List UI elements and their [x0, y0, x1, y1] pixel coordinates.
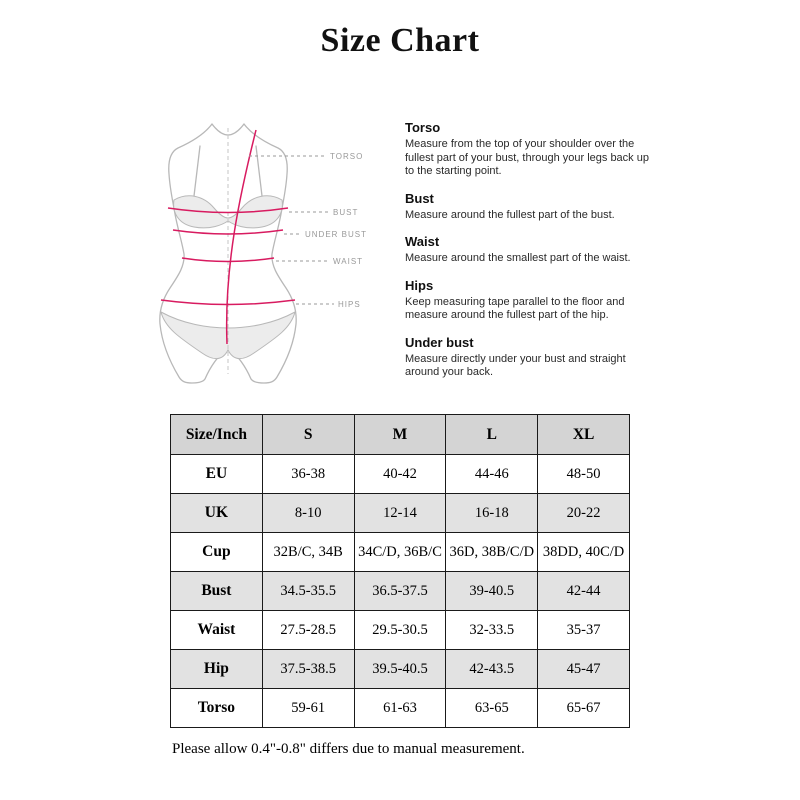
size-table-header-row: [171, 415, 630, 455]
waist-label: WAIST: [333, 257, 364, 266]
size-cell: 20-22: [538, 494, 630, 533]
bust-label: BUST: [333, 208, 359, 217]
row-label: Bust: [171, 572, 263, 611]
instruction-block: [405, 234, 655, 266]
table-row: [171, 533, 630, 572]
size-cell: 42-43.5: [446, 650, 538, 689]
size-cell: 32B/C, 34B: [262, 533, 354, 572]
bra-strap-left: [194, 146, 200, 196]
row-label: Hip: [171, 650, 263, 689]
row-label: Waist: [171, 611, 263, 650]
size-cell: 44-46: [446, 455, 538, 494]
table-row: [171, 455, 630, 494]
size-cell: 12-14: [354, 494, 446, 533]
instruction-heading: Waist: [405, 234, 440, 249]
column-header: XL: [538, 415, 630, 455]
instruction-heading: Under bust: [405, 334, 474, 350]
table-row: [171, 494, 630, 533]
size-table: [170, 414, 630, 728]
instruction-block: [405, 278, 655, 323]
size-cell: 8-10: [262, 494, 354, 533]
size-cell: 27.5-28.5: [262, 611, 354, 650]
instruction-block: [405, 120, 655, 179]
column-header: S: [262, 415, 354, 455]
column-header: M: [354, 415, 446, 455]
torso-measure-line: [227, 130, 256, 344]
table-row: [171, 689, 630, 728]
size-cell: 36.5-37.5: [354, 572, 446, 611]
underbust-measure-line: [173, 230, 283, 234]
measurement-instructions: [405, 120, 655, 392]
instruction-block: [405, 335, 655, 380]
instruction-heading: Bust: [405, 190, 434, 206]
size-cell: 35-37: [538, 611, 630, 650]
size-cell: 65-67: [538, 689, 630, 728]
size-cell: 48-50: [538, 455, 630, 494]
instruction-text: Measure from the top of your shoulder over the fullest part of your bust, through your legs back up to the starting point.: [405, 138, 649, 177]
column-header: L: [446, 415, 538, 455]
instruction-text: Measure around the smallest part of the waist.: [405, 252, 631, 264]
size-cell: 40-42: [354, 455, 446, 494]
size-cell: 36-38: [262, 455, 354, 494]
row-label: EU: [171, 455, 263, 494]
size-cell: 36D, 38B/C/D: [446, 533, 538, 572]
column-header: Size/Inch: [171, 415, 263, 455]
size-cell: 45-47: [538, 650, 630, 689]
size-cell: 38DD, 40C/D: [538, 533, 630, 572]
row-label: UK: [171, 494, 263, 533]
underbust-label: UNDER BUST: [305, 230, 368, 239]
instruction-heading: Hips: [405, 277, 434, 293]
size-cell: 16-18: [446, 494, 538, 533]
bra-strap-right: [256, 146, 262, 196]
instruction-heading: Torso: [405, 120, 441, 135]
size-cell: 29.5-30.5: [354, 611, 446, 650]
page-title: Size Chart: [320, 22, 480, 59]
size-cell: 34C/D, 36B/C: [354, 533, 446, 572]
body-figure-svg: [148, 116, 408, 394]
instruction-text: Measure around the fullest part of the bust.: [405, 208, 615, 221]
hips-label: HIPS: [338, 300, 361, 309]
size-cell: 39.5-40.5: [354, 650, 446, 689]
instruction-text: Measure directly under your bust and straight around your back.: [405, 352, 626, 378]
table-row: [171, 572, 630, 611]
size-cell: 34.5-35.5: [262, 572, 354, 611]
row-label: Cup: [171, 533, 263, 572]
size-cell: 32-33.5: [446, 611, 538, 650]
body-measurement-diagram: [148, 116, 408, 394]
hips-measure-line: [161, 300, 295, 305]
instruction-block: [405, 191, 655, 223]
torso-label: TORSO: [330, 152, 364, 161]
size-cell: 42-44: [538, 572, 630, 611]
size-cell: 37.5-38.5: [262, 650, 354, 689]
row-label: Torso: [171, 689, 263, 728]
waist-measure-line: [182, 258, 274, 262]
instruction-text: Keep measuring tape parallel to the floor and measure around the fullest part of the hip.: [405, 295, 625, 321]
table-row: [171, 611, 630, 650]
size-cell: 59-61: [262, 689, 354, 728]
size-cell: 63-65: [446, 689, 538, 728]
table-row: [171, 650, 630, 689]
footer-note: Please allow 0.4"-0.8" differs due to manual measurement.: [172, 741, 525, 757]
size-cell: 61-63: [354, 689, 446, 728]
size-cell: 39-40.5: [446, 572, 538, 611]
